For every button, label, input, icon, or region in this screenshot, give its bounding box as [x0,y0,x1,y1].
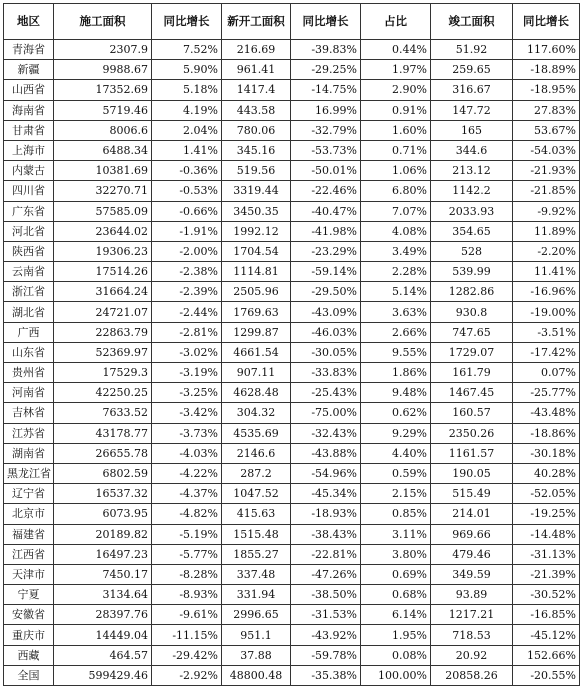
share-cell: 0.69% [361,564,431,584]
construction-growth-cell: -3.25% [152,383,222,403]
completed-growth-cell: -30.18% [513,443,580,463]
construction-area-cell: 2307.9 [54,40,152,60]
completed-growth-cell: -18.89% [513,60,580,80]
new-construction-area-cell: 415.63 [222,504,291,524]
construction-area-cell: 3134.64 [54,585,152,605]
table-row [4,504,580,524]
new-construction-area-cell: 4628.48 [222,383,291,403]
new-construction-area-cell: 1299.87 [222,322,291,342]
share-cell: 9.48% [361,383,431,403]
construction-area-cell: 24721.07 [54,302,152,322]
new-construction-growth-cell: -38.43% [291,524,361,544]
construction-growth-cell: 2.04% [152,120,222,140]
new-construction-area-cell: 1417.4 [222,80,291,100]
region-cell: 湖北省 [4,302,54,322]
construction-growth-cell: 4.19% [152,100,222,120]
construction-growth-cell: -11.15% [152,625,222,645]
completed-area-cell: 93.89 [431,585,513,605]
share-cell: 0.68% [361,585,431,605]
completed-growth-cell: -54.03% [513,140,580,160]
region-cell: 广西 [4,322,54,342]
new-construction-growth-cell: -59.14% [291,262,361,282]
table-row [4,100,580,120]
region-cell: 贵州省 [4,363,54,383]
construction-growth-cell: -8.28% [152,564,222,584]
header-construction-area: 施工面积 [54,4,152,40]
region-cell: 天津市 [4,564,54,584]
construction-area-cell: 7633.52 [54,403,152,423]
completed-area-cell: 747.65 [431,322,513,342]
table-row [4,181,580,201]
table-row [4,463,580,483]
construction-area-cell: 43178.77 [54,423,152,443]
share-cell: 2.66% [361,322,431,342]
region-cell: 内蒙古 [4,161,54,181]
construction-growth-cell: -2.38% [152,262,222,282]
completed-area-cell: 214.01 [431,504,513,524]
completed-area-cell: 528 [431,241,513,261]
construction-growth-cell: -3.02% [152,342,222,362]
new-construction-growth-cell: -45.34% [291,484,361,504]
new-construction-growth-cell: -32.43% [291,423,361,443]
completed-area-cell: 479.46 [431,544,513,564]
table-row [4,262,580,282]
table-row [4,443,580,463]
construction-area-cell: 20189.82 [54,524,152,544]
construction-growth-cell: -2.39% [152,282,222,302]
new-construction-growth-cell: -38.50% [291,585,361,605]
completed-growth-cell: -43.48% [513,403,580,423]
new-construction-growth-cell: -46.03% [291,322,361,342]
completed-growth-cell: -16.85% [513,605,580,625]
construction-area-cell: 6488.34 [54,140,152,160]
region-cell: 新疆 [4,60,54,80]
region-cell: 辽宁省 [4,484,54,504]
construction-area-cell: 17352.69 [54,80,152,100]
completed-growth-cell: -20.55% [513,665,580,685]
region-cell: 海南省 [4,100,54,120]
construction-growth-cell: -5.77% [152,544,222,564]
share-cell: 7.07% [361,201,431,221]
construction-growth-cell: -4.37% [152,484,222,504]
new-construction-growth-cell: -53.73% [291,140,361,160]
completed-growth-cell: 53.67% [513,120,580,140]
new-construction-area-cell: 1704.54 [222,241,291,261]
construction-area-cell: 14449.04 [54,625,152,645]
completed-area-cell: 213.12 [431,161,513,181]
region-cell: 广东省 [4,201,54,221]
completed-growth-cell: -21.85% [513,181,580,201]
completed-area-cell: 190.05 [431,463,513,483]
completed-growth-cell: -18.95% [513,80,580,100]
new-construction-growth-cell: -18.93% [291,504,361,524]
share-cell: 2.28% [361,262,431,282]
share-cell: 0.08% [361,645,431,665]
completed-growth-cell: -3.51% [513,322,580,342]
completed-growth-cell: -19.25% [513,504,580,524]
region-cell: 福建省 [4,524,54,544]
new-construction-growth-cell: -40.47% [291,201,361,221]
share-cell: 1.95% [361,625,431,645]
construction-growth-cell: -29.42% [152,645,222,665]
share-cell: 9.55% [361,342,431,362]
completed-growth-cell: -31.13% [513,544,580,564]
share-cell: 100.00% [361,665,431,685]
new-construction-growth-cell: -35.38% [291,665,361,685]
new-construction-growth-cell: -59.78% [291,645,361,665]
construction-area-cell: 26655.78 [54,443,152,463]
region-cell: 陕西省 [4,241,54,261]
header-row [4,4,580,40]
table-row [4,322,580,342]
new-construction-area-cell: 1114.81 [222,262,291,282]
completed-growth-cell: 11.89% [513,221,580,241]
new-construction-area-cell: 345.16 [222,140,291,160]
table-row [4,484,580,504]
construction-growth-cell: -9.61% [152,605,222,625]
new-construction-area-cell: 3319.44 [222,181,291,201]
completed-growth-cell: -14.48% [513,524,580,544]
table-row [4,605,580,625]
new-construction-growth-cell: -43.09% [291,302,361,322]
construction-growth-cell: -4.03% [152,443,222,463]
new-construction-growth-cell: -31.53% [291,605,361,625]
completed-growth-cell: -19.00% [513,302,580,322]
header-yoy-growth: 同比增长 [152,4,222,40]
new-construction-area-cell: 951.1 [222,625,291,645]
region-cell: 浙江省 [4,282,54,302]
new-construction-growth-cell: -25.43% [291,383,361,403]
completed-growth-cell: 11.41% [513,262,580,282]
table-row [4,564,580,584]
region-construction-table [3,3,580,686]
table-row [4,241,580,261]
completed-growth-cell: -30.52% [513,585,580,605]
completed-growth-cell: -21.93% [513,161,580,181]
completed-growth-cell: -18.86% [513,423,580,443]
new-construction-area-cell: 287.2 [222,463,291,483]
table-row [4,585,580,605]
construction-growth-cell: -8.93% [152,585,222,605]
header-new-construction-area: 新开工面积 [222,4,291,40]
share-cell: 4.40% [361,443,431,463]
new-construction-growth-cell: -22.81% [291,544,361,564]
share-cell: 2.15% [361,484,431,504]
new-construction-area-cell: 1047.52 [222,484,291,504]
table-row [4,383,580,403]
header-completed-area: 竣工面积 [431,4,513,40]
construction-growth-cell: -4.22% [152,463,222,483]
header-region: 地区 [4,4,54,40]
construction-area-cell: 9988.67 [54,60,152,80]
construction-growth-cell: -2.44% [152,302,222,322]
new-construction-growth-cell: -39.83% [291,40,361,60]
completed-growth-cell: -45.12% [513,625,580,645]
share-cell: 0.91% [361,100,431,120]
completed-growth-cell: -17.42% [513,342,580,362]
completed-area-cell: 1142.2 [431,181,513,201]
table-row [4,221,580,241]
table-row [4,363,580,383]
new-construction-growth-cell: -43.88% [291,443,361,463]
table-row [4,80,580,100]
construction-growth-cell: 1.41% [152,140,222,160]
table-row [4,120,580,140]
construction-area-cell: 57585.09 [54,201,152,221]
completed-area-cell: 969.66 [431,524,513,544]
completed-area-cell: 20.92 [431,645,513,665]
share-cell: 3.80% [361,544,431,564]
completed-area-cell: 160.57 [431,403,513,423]
construction-area-cell: 31664.24 [54,282,152,302]
construction-growth-cell: -0.66% [152,201,222,221]
completed-growth-cell: -25.77% [513,383,580,403]
completed-area-cell: 354.65 [431,221,513,241]
construction-growth-cell: -3.19% [152,363,222,383]
share-cell: 0.59% [361,463,431,483]
new-construction-area-cell: 1769.63 [222,302,291,322]
construction-area-cell: 6802.59 [54,463,152,483]
construction-area-cell: 52369.97 [54,342,152,362]
table-row [4,403,580,423]
completed-area-cell: 930.8 [431,302,513,322]
construction-growth-cell: -2.00% [152,241,222,261]
new-construction-area-cell: 216.69 [222,40,291,60]
completed-area-cell: 1217.21 [431,605,513,625]
construction-area-cell: 28397.76 [54,605,152,625]
new-construction-area-cell: 1515.48 [222,524,291,544]
completed-growth-cell: 27.83% [513,100,580,120]
share-cell: 2.90% [361,80,431,100]
share-cell: 4.08% [361,221,431,241]
table-row [4,423,580,443]
share-cell: 3.63% [361,302,431,322]
completed-growth-cell: -2.20% [513,241,580,261]
completed-area-cell: 349.59 [431,564,513,584]
construction-area-cell: 5719.46 [54,100,152,120]
share-cell: 3.49% [361,241,431,261]
completed-area-cell: 1282.86 [431,282,513,302]
completed-growth-cell: -16.96% [513,282,580,302]
construction-growth-cell: -3.42% [152,403,222,423]
table-row [4,282,580,302]
construction-growth-cell: -3.73% [152,423,222,443]
region-cell: 西藏 [4,645,54,665]
share-cell: 1.86% [361,363,431,383]
new-construction-area-cell: 337.48 [222,564,291,584]
region-cell: 江苏省 [4,423,54,443]
region-cell: 河北省 [4,221,54,241]
table-row [4,625,580,645]
construction-area-cell: 16497.23 [54,544,152,564]
share-cell: 3.11% [361,524,431,544]
construction-growth-cell: -2.81% [152,322,222,342]
new-construction-area-cell: 2146.6 [222,443,291,463]
table-row [4,161,580,181]
share-cell: 0.71% [361,140,431,160]
new-construction-area-cell: 4535.69 [222,423,291,443]
construction-area-cell: 17529.3 [54,363,152,383]
construction-area-cell: 42250.25 [54,383,152,403]
table-row [4,524,580,544]
region-cell: 山东省 [4,342,54,362]
completed-area-cell: 515.49 [431,484,513,504]
construction-growth-cell: -4.82% [152,504,222,524]
table-row [4,40,580,60]
share-cell: 0.44% [361,40,431,60]
share-cell: 5.14% [361,282,431,302]
completed-area-cell: 165 [431,120,513,140]
completed-area-cell: 1467.45 [431,383,513,403]
new-construction-area-cell: 1855.27 [222,544,291,564]
construction-area-cell: 8006.6 [54,120,152,140]
region-cell: 湖南省 [4,443,54,463]
new-construction-area-cell: 961.41 [222,60,291,80]
new-construction-area-cell: 331.94 [222,585,291,605]
new-construction-area-cell: 907.11 [222,363,291,383]
new-construction-growth-cell: -43.92% [291,625,361,645]
region-cell: 上海市 [4,140,54,160]
completed-area-cell: 316.67 [431,80,513,100]
construction-area-cell: 464.57 [54,645,152,665]
completed-area-cell: 20858.26 [431,665,513,685]
new-construction-growth-cell: -41.98% [291,221,361,241]
new-construction-growth-cell: -47.26% [291,564,361,584]
new-construction-area-cell: 304.32 [222,403,291,423]
region-cell: 宁夏 [4,585,54,605]
construction-area-cell: 599429.46 [54,665,152,685]
table-row [4,645,580,665]
completed-growth-cell: 152.66% [513,645,580,665]
share-cell: 1.97% [361,60,431,80]
share-cell: 9.29% [361,423,431,443]
new-construction-growth-cell: -75.00% [291,403,361,423]
completed-area-cell: 147.72 [431,100,513,120]
completed-area-cell: 344.6 [431,140,513,160]
new-construction-growth-cell: -54.96% [291,463,361,483]
table-row [4,665,580,685]
region-cell: 河南省 [4,383,54,403]
new-construction-area-cell: 1992.12 [222,221,291,241]
new-construction-area-cell: 2505.96 [222,282,291,302]
region-cell: 全国 [4,665,54,685]
region-cell: 北京市 [4,504,54,524]
header-share: 占比 [361,4,431,40]
new-construction-growth-cell: 16.99% [291,100,361,120]
region-cell: 四川省 [4,181,54,201]
new-construction-area-cell: 4661.54 [222,342,291,362]
region-cell: 江西省 [4,544,54,564]
completed-growth-cell: -52.05% [513,484,580,504]
header-yoy-growth: 同比增长 [291,4,361,40]
table-row [4,342,580,362]
table-row [4,201,580,221]
table-row [4,302,580,322]
table-row [4,544,580,564]
new-construction-growth-cell: -30.05% [291,342,361,362]
completed-growth-cell: 40.28% [513,463,580,483]
construction-area-cell: 22863.79 [54,322,152,342]
construction-area-cell: 17514.26 [54,262,152,282]
construction-growth-cell: -2.92% [152,665,222,685]
construction-growth-cell: 5.90% [152,60,222,80]
construction-area-cell: 16537.32 [54,484,152,504]
completed-growth-cell: -9.92% [513,201,580,221]
region-cell: 甘肃省 [4,120,54,140]
region-cell: 山西省 [4,80,54,100]
completed-area-cell: 2350.26 [431,423,513,443]
share-cell: 1.60% [361,120,431,140]
construction-growth-cell: -5.19% [152,524,222,544]
construction-growth-cell: 7.52% [152,40,222,60]
completed-area-cell: 1161.57 [431,443,513,463]
share-cell: 6.14% [361,605,431,625]
completed-area-cell: 2033.93 [431,201,513,221]
new-construction-growth-cell: -22.46% [291,181,361,201]
new-construction-area-cell: 3450.35 [222,201,291,221]
region-cell: 吉林省 [4,403,54,423]
construction-growth-cell: -0.53% [152,181,222,201]
construction-area-cell: 19306.23 [54,241,152,261]
region-cell: 云南省 [4,262,54,282]
completed-area-cell: 1729.07 [431,342,513,362]
construction-growth-cell: 5.18% [152,80,222,100]
share-cell: 0.62% [361,403,431,423]
table-row [4,60,580,80]
new-construction-growth-cell: -29.25% [291,60,361,80]
construction-area-cell: 6073.95 [54,504,152,524]
table-row [4,140,580,160]
new-construction-growth-cell: -14.75% [291,80,361,100]
new-construction-growth-cell: -23.29% [291,241,361,261]
new-construction-growth-cell: -33.83% [291,363,361,383]
new-construction-growth-cell: -32.79% [291,120,361,140]
completed-area-cell: 718.53 [431,625,513,645]
new-construction-area-cell: 519.56 [222,161,291,181]
construction-growth-cell: -0.36% [152,161,222,181]
new-construction-growth-cell: -29.50% [291,282,361,302]
new-construction-growth-cell: -50.01% [291,161,361,181]
new-construction-area-cell: 48800.48 [222,665,291,685]
construction-area-cell: 32270.71 [54,181,152,201]
region-cell: 青海省 [4,40,54,60]
share-cell: 6.80% [361,181,431,201]
header-yoy-growth: 同比增长 [513,4,580,40]
construction-area-cell: 10381.69 [54,161,152,181]
new-construction-area-cell: 780.06 [222,120,291,140]
completed-growth-cell: 0.07% [513,363,580,383]
new-construction-area-cell: 2996.65 [222,605,291,625]
share-cell: 1.06% [361,161,431,181]
completed-area-cell: 259.65 [431,60,513,80]
region-cell: 黑龙江省 [4,463,54,483]
construction-area-cell: 7450.17 [54,564,152,584]
completed-growth-cell: 117.60% [513,40,580,60]
share-cell: 0.85% [361,504,431,524]
completed-area-cell: 161.79 [431,363,513,383]
construction-area-cell: 23644.02 [54,221,152,241]
region-cell: 重庆市 [4,625,54,645]
completed-area-cell: 539.99 [431,262,513,282]
region-cell: 安徽省 [4,605,54,625]
completed-area-cell: 51.92 [431,40,513,60]
new-construction-area-cell: 37.88 [222,645,291,665]
completed-growth-cell: -21.39% [513,564,580,584]
construction-growth-cell: -1.91% [152,221,222,241]
new-construction-area-cell: 443.58 [222,100,291,120]
